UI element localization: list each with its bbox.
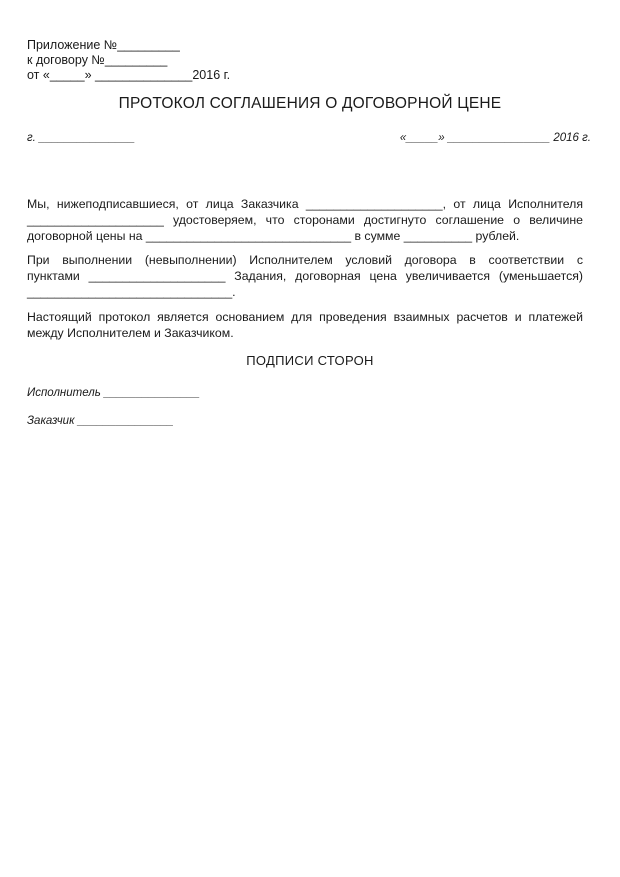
paragraph-line: между Исполнителем и Заказчиком.	[27, 326, 234, 340]
agreement-paragraph	[27, 196, 583, 244]
paragraph-line: ____________________ удостоверяем, что сторонами достигнуто соглашение о величине	[27, 213, 583, 227]
date-field: «_____» ________________ 2016 г.	[399, 132, 591, 144]
settlement-paragraph	[27, 309, 583, 341]
executor-signature-line: Исполнитель _______________	[27, 387, 200, 399]
appendix-number: Приложение №_________	[27, 38, 180, 52]
signatures-heading: ПОДПИСИ СТОРОН	[246, 353, 374, 368]
paragraph-line: При выполнении (невыполнении) Исполнителем условий договора в соответствии с	[27, 253, 583, 267]
paragraph-line: ______________________________.	[27, 285, 236, 299]
document-title: ПРОТОКОЛ СОГЛАШЕНИЯ О ДОГОВОРНОЙ ЦЕНЕ	[118, 95, 502, 112]
contract-date: от «_____» ______________2016 г.	[27, 68, 231, 82]
price-change-paragraph	[27, 252, 583, 300]
place-field: г. _______________	[27, 132, 135, 144]
paragraph-line: Мы, нижеподписавшиеся, от лица Заказчика ____________________, от лица Исполнителя	[27, 197, 583, 211]
paragraph-line: Настоящий протокол является основанием для проведения взаимных расчетов и платежей	[27, 310, 583, 324]
appendix-header	[27, 38, 230, 83]
contract-number: к договору №_________	[27, 53, 168, 67]
customer-signature-line: Заказчик _______________	[27, 415, 174, 427]
paragraph-line: пунктами ____________________ Задания, договорная цена увеличивается (уменьшается)	[27, 269, 583, 283]
paragraph-line: договорной цены на ______________________________ в сумме __________ рублей.	[27, 229, 520, 243]
